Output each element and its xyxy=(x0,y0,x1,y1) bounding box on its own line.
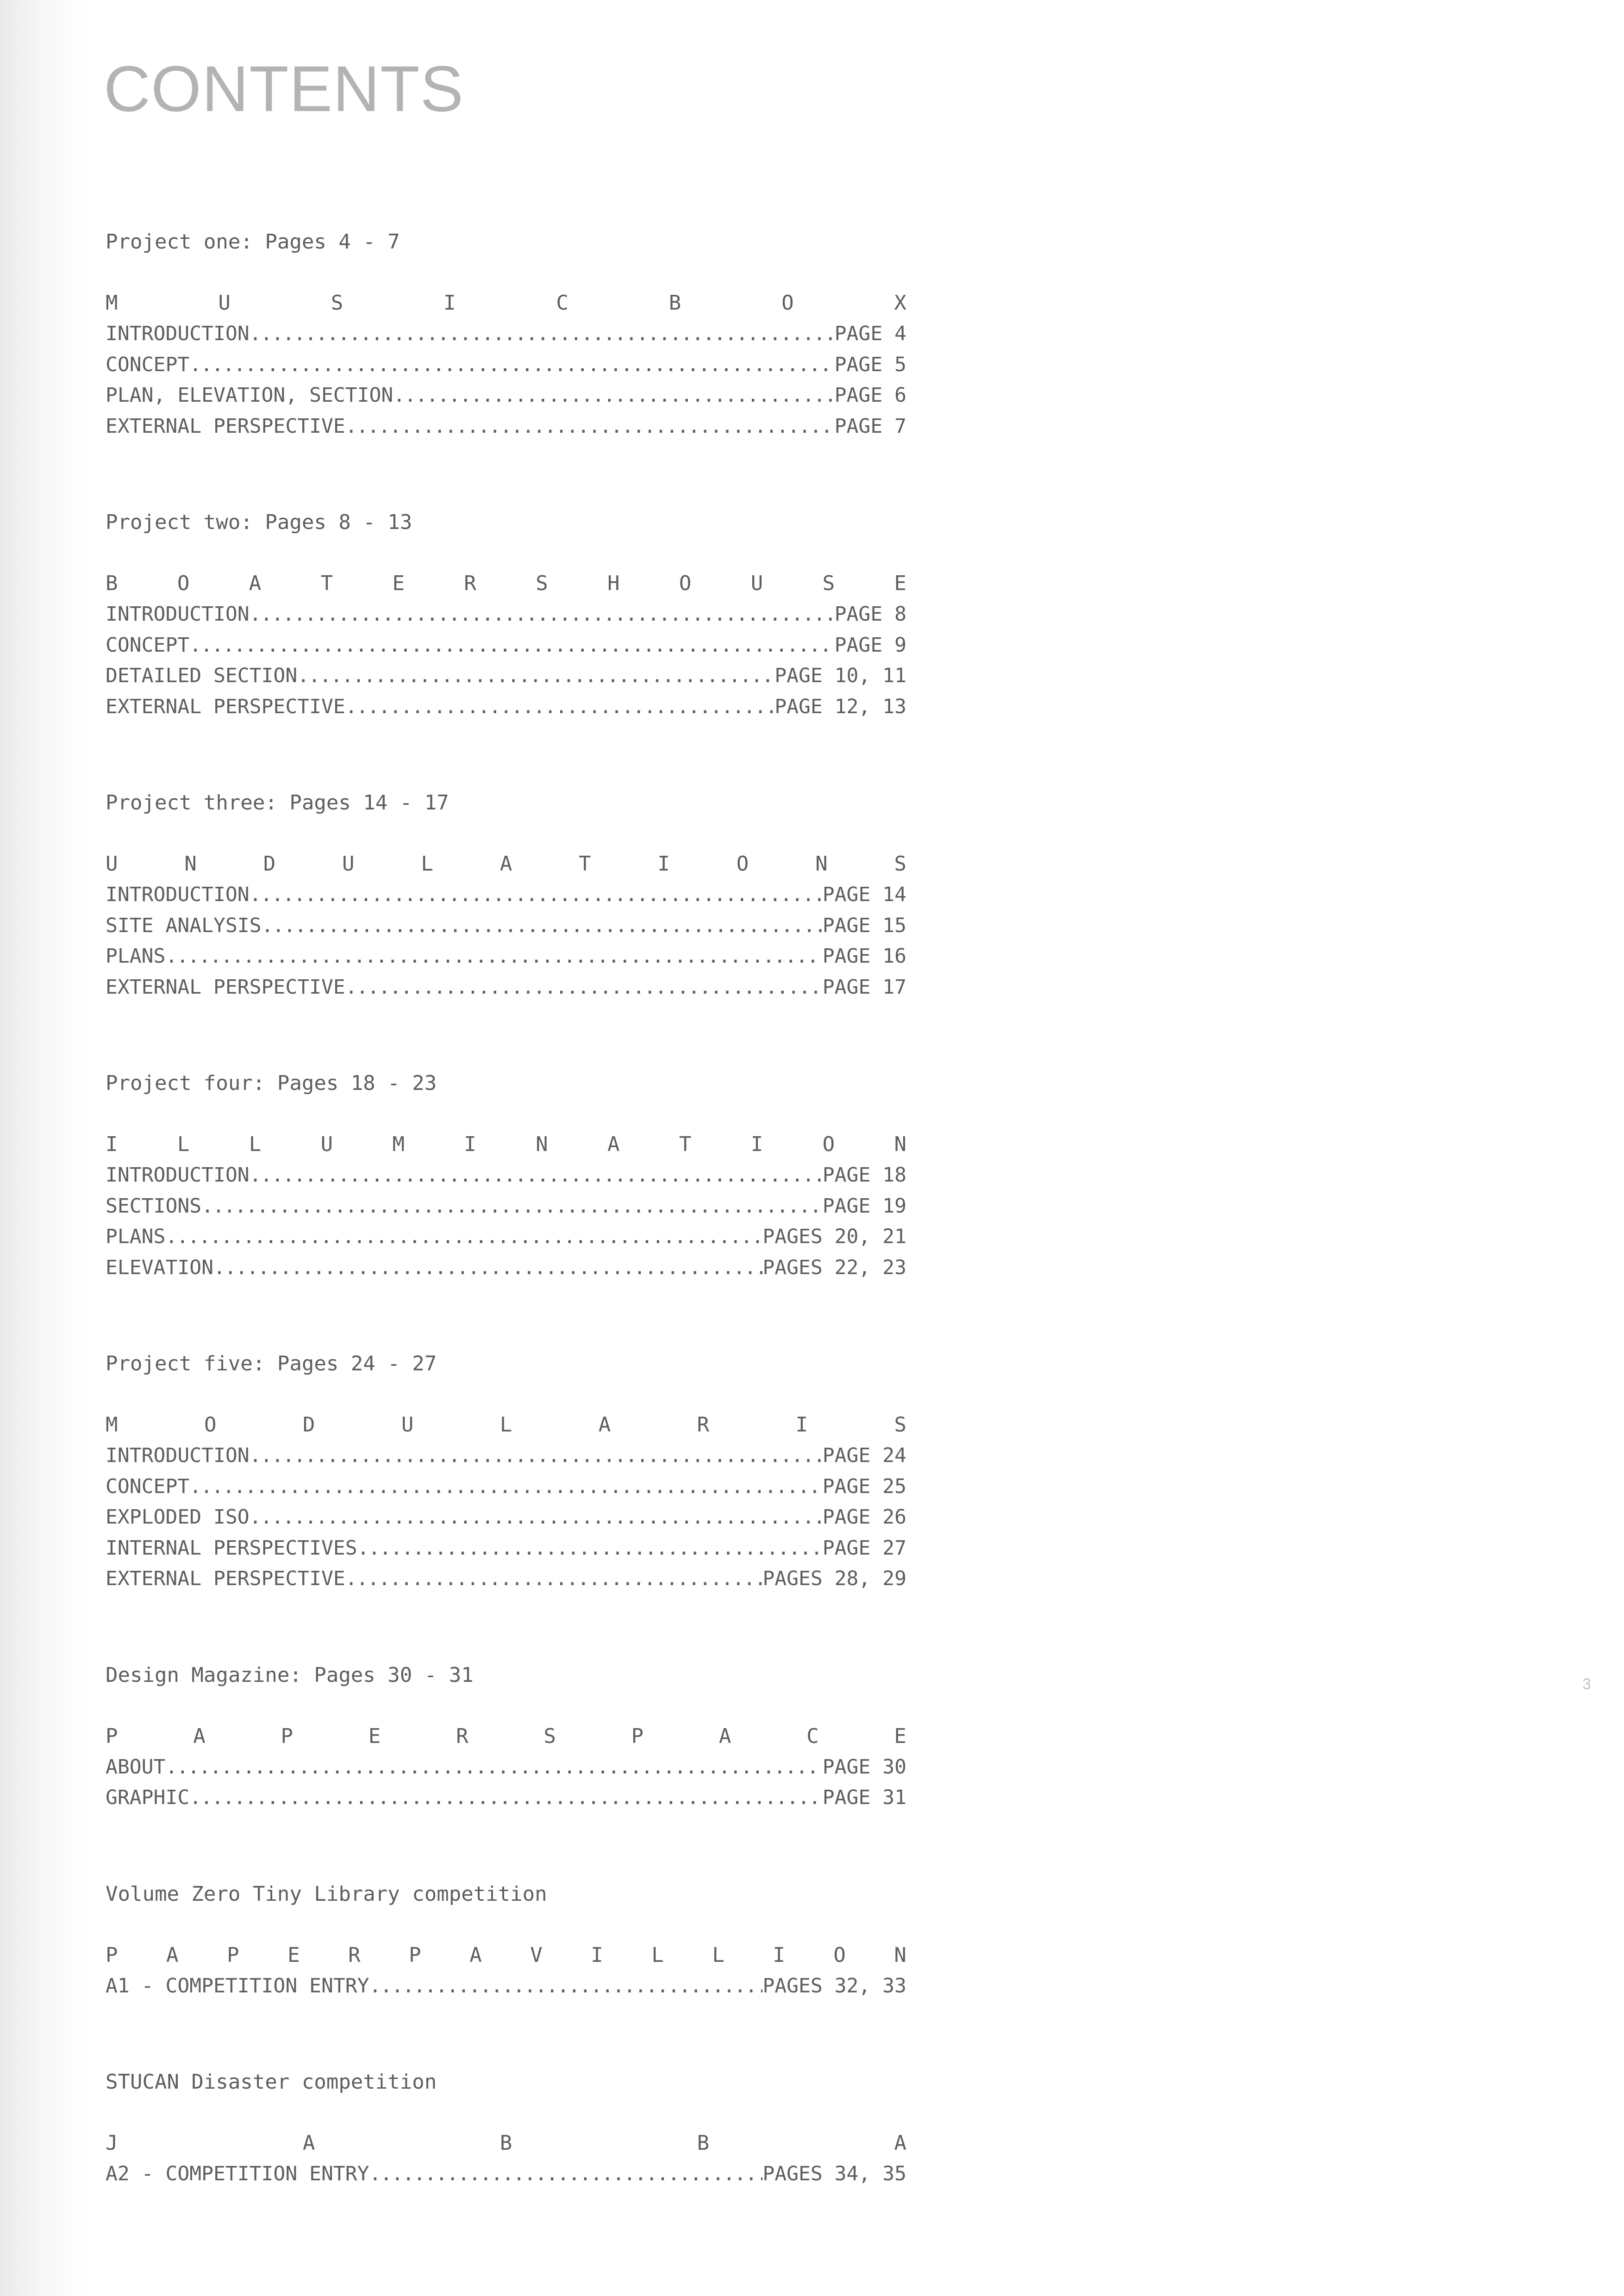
dot-leader xyxy=(165,1752,822,1783)
toc-entry xyxy=(106,411,906,442)
toc-entry xyxy=(106,1971,906,2002)
dot-leader xyxy=(189,349,834,380)
entry-page: PAGE 9 xyxy=(834,633,906,657)
entry-label: INTRODUCTION xyxy=(106,1164,250,1187)
toc-entry xyxy=(106,1252,906,1283)
project-name-letter: L xyxy=(651,1943,664,1967)
project-name-letter: E xyxy=(368,1724,381,1748)
toc-entry xyxy=(106,1191,906,1222)
toc-entry xyxy=(106,660,906,691)
page-number: 3 xyxy=(1582,1675,1591,1693)
section-heading: Project five: Pages 24 - 27 xyxy=(106,1352,437,1375)
dot-leader xyxy=(369,2159,763,2190)
project-name-letter: O xyxy=(781,291,794,315)
toc-entry xyxy=(106,1502,906,1533)
dot-leader xyxy=(250,1502,823,1533)
entry-label: GRAPHIC xyxy=(106,1786,190,1809)
project-name-letter: I xyxy=(106,1132,118,1156)
toc-section xyxy=(106,227,906,442)
toc-entry xyxy=(106,1533,906,1564)
dot-leader xyxy=(189,1471,823,1502)
project-name xyxy=(106,1721,906,1752)
project-name-letter: P xyxy=(106,1943,118,1967)
project-name-letter: U xyxy=(750,572,763,595)
entry-label: INTRODUCTION xyxy=(106,603,250,626)
toc-entry xyxy=(106,630,906,661)
section-heading: Project two: Pages 8 - 13 xyxy=(106,510,412,534)
dot-leader xyxy=(345,411,835,442)
toc-entry xyxy=(106,2159,906,2190)
dot-leader xyxy=(345,691,775,722)
entry-label: A1 - COMPETITION ENTRY xyxy=(106,1974,369,1997)
entry-page: PAGE 10, 11 xyxy=(775,664,906,687)
project-name-letter: L xyxy=(712,1943,725,1967)
entry-label: EXTERNAL PERSPECTIVE xyxy=(106,1567,345,1590)
dot-leader xyxy=(165,1221,762,1252)
entry-page: PAGE 18 xyxy=(822,1164,906,1187)
project-name-letter: U xyxy=(218,291,231,315)
project-name xyxy=(106,849,906,879)
toc-entry xyxy=(106,1782,906,1813)
toc-entry xyxy=(106,380,906,411)
section-heading: Volume Zero Tiny Library competition xyxy=(106,1882,547,1906)
project-name-letter: E xyxy=(287,1943,300,1967)
entry-page: PAGE 30 xyxy=(822,1755,906,1779)
dot-leader xyxy=(189,1782,823,1813)
project-name-letter: L xyxy=(177,1132,190,1156)
table-of-contents xyxy=(106,227,906,2255)
dot-leader xyxy=(262,910,823,941)
project-name-letter: I xyxy=(773,1943,785,1967)
project-name-letter: S xyxy=(894,852,906,876)
toc-entry xyxy=(106,1471,906,1502)
project-name-letter: O xyxy=(204,1413,217,1437)
toc-section xyxy=(106,1660,906,1813)
dot-leader xyxy=(165,941,822,972)
section-heading: Project three: Pages 14 - 17 xyxy=(106,791,449,815)
dot-leader xyxy=(250,318,835,349)
project-name-letter: S xyxy=(536,572,548,595)
entry-label: EXPLODED ISO xyxy=(106,1506,250,1529)
project-name-letter: T xyxy=(679,1132,692,1156)
project-name-letter: U xyxy=(401,1413,414,1437)
project-name-letter: O xyxy=(736,852,749,876)
project-name-letter: B xyxy=(668,291,681,315)
toc-entry xyxy=(106,910,906,941)
project-name-letter: N xyxy=(184,852,197,876)
project-name-letter: N xyxy=(536,1132,548,1156)
project-name-letter: C xyxy=(806,1724,819,1748)
entry-page: PAGE 7 xyxy=(834,414,906,438)
toc-entry xyxy=(106,972,906,1003)
dot-leader xyxy=(393,380,834,411)
project-name-letter: E xyxy=(392,572,405,595)
dot-leader xyxy=(345,972,823,1003)
project-name-letter: I xyxy=(795,1413,808,1437)
entry-page: PAGE 25 xyxy=(822,1475,906,1498)
project-name-letter: L xyxy=(249,1132,262,1156)
project-name-letter: P xyxy=(281,1724,294,1748)
toc-section xyxy=(106,1068,906,1283)
toc-entry xyxy=(106,1563,906,1594)
entry-page: PAGE 31 xyxy=(822,1786,906,1809)
project-name-letter: C xyxy=(556,291,568,315)
project-name-letter: A xyxy=(469,1943,482,1967)
entry-page: PAGE 6 xyxy=(834,384,906,407)
entry-label: CONCEPT xyxy=(106,353,190,376)
project-name-letter: U xyxy=(320,1132,333,1156)
project-name-letter: T xyxy=(579,852,591,876)
entry-label: CONCEPT xyxy=(106,633,190,657)
project-name-letter: L xyxy=(500,1413,512,1437)
project-name-letter: J xyxy=(106,2131,118,2155)
project-name-letter: S xyxy=(894,1413,906,1437)
project-name xyxy=(106,1940,906,1971)
project-name-letter: X xyxy=(894,291,906,315)
project-name-letter: R xyxy=(348,1943,361,1967)
entry-page: PAGE 19 xyxy=(822,1194,906,1218)
entry-page: PAGE 27 xyxy=(822,1536,906,1560)
entry-page: PAGE 15 xyxy=(822,914,906,937)
entry-label: PLANS xyxy=(106,945,166,968)
dot-leader xyxy=(345,1563,763,1594)
entry-label: INTRODUCTION xyxy=(106,1444,250,1467)
section-heading: Project one: Pages 4 - 7 xyxy=(106,230,400,254)
toc-entry xyxy=(106,941,906,972)
project-name-letter: D xyxy=(302,1413,315,1437)
dot-leader xyxy=(213,1252,762,1283)
section-heading: Project four: Pages 18 - 23 xyxy=(106,1071,437,1095)
entry-page: PAGE 5 xyxy=(834,353,906,376)
project-name-letter: S xyxy=(543,1724,556,1748)
toc-entry xyxy=(106,1221,906,1252)
project-name-letter: B xyxy=(500,2131,512,2155)
entry-label: A2 - COMPETITION ENTRY xyxy=(106,2162,369,2185)
dot-leader xyxy=(201,1191,823,1222)
project-name-letter: S xyxy=(331,291,344,315)
dot-leader xyxy=(250,1160,823,1191)
entry-page: PAGES 20, 21 xyxy=(762,1225,906,1248)
project-name-letter: A xyxy=(607,1132,620,1156)
entry-label: EXTERNAL PERSPECTIVE xyxy=(106,695,345,718)
entry-label: EXTERNAL PERSPECTIVE xyxy=(106,975,345,999)
entry-page: PAGE 17 xyxy=(822,975,906,999)
project-name-letter: S xyxy=(822,572,835,595)
project-name-letter: O xyxy=(177,572,190,595)
dot-leader xyxy=(250,1440,823,1471)
entry-page: PAGES 22, 23 xyxy=(762,1256,906,1279)
entry-label: SITE ANALYSIS xyxy=(106,914,262,937)
project-name-letter: R xyxy=(464,572,476,595)
project-name-letter: T xyxy=(320,572,333,595)
toc-entry xyxy=(106,599,906,630)
toc-entry xyxy=(106,318,906,349)
entry-label: INTERNAL PERSPECTIVES xyxy=(106,1536,357,1560)
project-name-letter: N xyxy=(815,852,828,876)
project-name-letter: R xyxy=(456,1724,468,1748)
project-name-letter: O xyxy=(679,572,692,595)
toc-entry xyxy=(106,1752,906,1783)
project-name-letter: U xyxy=(106,852,118,876)
toc-entry xyxy=(106,349,906,380)
project-name-letter: O xyxy=(822,1132,835,1156)
dot-leader xyxy=(297,660,775,691)
dot-leader xyxy=(369,1971,763,2002)
project-name-letter: E xyxy=(894,1724,906,1748)
project-name-letter: N xyxy=(894,1132,906,1156)
project-name-letter: A xyxy=(249,572,262,595)
project-name-letter: A xyxy=(718,1724,731,1748)
toc-section xyxy=(106,507,906,722)
entry-page: PAGE 4 xyxy=(834,322,906,345)
entry-label: PLAN, ELEVATION, SECTION xyxy=(106,384,394,407)
project-name-letter: L xyxy=(421,852,433,876)
toc-section xyxy=(106,788,906,1002)
entry-page: PAGE 14 xyxy=(822,883,906,906)
section-heading: Design Magazine: Pages 30 - 31 xyxy=(106,1663,474,1687)
toc-entry xyxy=(106,879,906,910)
entry-page: PAGE 8 xyxy=(834,603,906,626)
project-name-letter: P xyxy=(106,1724,118,1748)
project-name xyxy=(106,288,906,318)
page-title: CONTENTS xyxy=(104,52,464,125)
project-name-letter: I xyxy=(750,1132,763,1156)
project-name-letter: A xyxy=(302,2131,315,2155)
entry-label: ABOUT xyxy=(106,1755,166,1779)
project-name-letter: I xyxy=(443,291,456,315)
project-name-letter: R xyxy=(697,1413,710,1437)
entry-page: PAGES 32, 33 xyxy=(762,1974,906,1997)
project-name-letter: B xyxy=(106,572,118,595)
dot-leader xyxy=(250,599,835,630)
project-name-letter: A xyxy=(193,1724,206,1748)
project-name xyxy=(106,2128,906,2159)
project-name-letter: V xyxy=(530,1943,543,1967)
entry-label: ELEVATION xyxy=(106,1256,213,1279)
entry-label: INTRODUCTION xyxy=(106,322,250,345)
project-name-letter: P xyxy=(631,1724,644,1748)
entry-page: PAGE 26 xyxy=(822,1506,906,1529)
project-name-letter: M xyxy=(106,1413,118,1437)
toc-entry xyxy=(106,1160,906,1191)
dot-leader xyxy=(189,630,834,661)
entry-page: PAGES 34, 35 xyxy=(762,2162,906,2185)
entry-label: SECTIONS xyxy=(106,1194,202,1218)
toc-section xyxy=(106,1879,906,2002)
project-name-letter: B xyxy=(697,2131,710,2155)
entry-label: EXTERNAL PERSPECTIVE xyxy=(106,414,345,438)
entry-page: PAGE 12, 13 xyxy=(775,695,906,718)
project-name-letter: I xyxy=(464,1132,476,1156)
project-name-letter: H xyxy=(607,572,620,595)
project-name-letter: U xyxy=(342,852,355,876)
project-name-letter: D xyxy=(263,852,276,876)
entry-page: PAGE 24 xyxy=(822,1444,906,1467)
project-name-letter: N xyxy=(894,1943,906,1967)
dot-leader xyxy=(357,1533,823,1564)
toc-entry xyxy=(106,691,906,722)
project-name-letter: O xyxy=(833,1943,846,1967)
dot-leader xyxy=(250,879,823,910)
toc-section xyxy=(106,1349,906,1594)
project-name xyxy=(106,1129,906,1160)
project-name-letter: A xyxy=(598,1413,611,1437)
project-name-letter: M xyxy=(106,291,118,315)
project-name-letter: M xyxy=(392,1132,405,1156)
entry-label: CONCEPT xyxy=(106,1475,190,1498)
toc-section xyxy=(106,2067,906,2190)
section-heading: STUCAN Disaster competition xyxy=(106,2070,437,2094)
project-name-letter: A xyxy=(500,852,512,876)
project-name-letter: I xyxy=(657,852,670,876)
project-name-letter: P xyxy=(227,1943,239,1967)
entry-page: PAGES 28, 29 xyxy=(762,1567,906,1590)
entry-page: PAGE 16 xyxy=(822,945,906,968)
project-name-letter: A xyxy=(166,1943,179,1967)
entry-label: DETAILED SECTION xyxy=(106,664,298,687)
project-name-letter: A xyxy=(894,2131,906,2155)
project-name-letter: E xyxy=(894,572,906,595)
project-name xyxy=(106,568,906,599)
toc-entry xyxy=(106,1440,906,1471)
entry-label: PLANS xyxy=(106,1225,166,1248)
project-name-letter: I xyxy=(591,1943,603,1967)
project-name-letter: P xyxy=(409,1943,421,1967)
project-name xyxy=(106,1410,906,1440)
entry-label: INTRODUCTION xyxy=(106,883,250,906)
